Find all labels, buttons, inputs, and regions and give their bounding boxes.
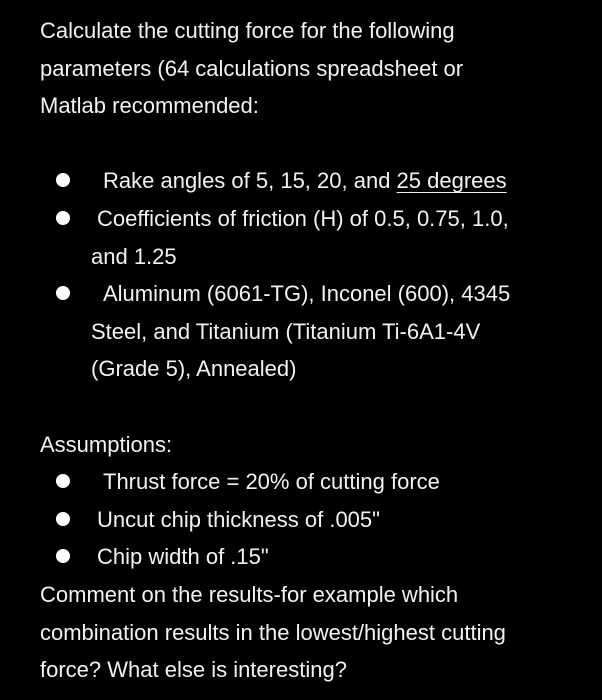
document-page	[0, 12, 602, 689]
blank-line	[0, 125, 602, 163]
list-item-chip-thickness	[0, 501, 561, 539]
intro-line-3: Matlab recommended:	[40, 93, 259, 119]
intro-line-1: Calculate the cutting force for the following	[40, 18, 455, 43]
comment-line-1: Comment on the results-for example which	[40, 581, 459, 607]
bullet-icon	[56, 512, 70, 526]
list-item-thrust-force	[0, 463, 561, 501]
list-item-friction	[0, 200, 561, 275]
assumptions-heading: Assumptions:	[40, 431, 173, 457]
bullet-icon	[56, 211, 70, 225]
rake-angles-text: Rake angles of 5, 15, 20, and	[103, 168, 397, 194]
bullet-icon	[56, 549, 70, 563]
list-item-rake-angles	[0, 162, 561, 200]
list-item-materials	[0, 275, 561, 388]
blank-line	[0, 388, 602, 426]
assumption-text: Chip width of .15"	[97, 544, 269, 570]
comment-paragraph	[40, 576, 570, 689]
assumption-text: Uncut chip thickness of .005"	[97, 506, 380, 532]
intro-line-2: parameters (64 calculations spreadsheet or	[40, 55, 464, 81]
materials-line-3: (Grade 5), Annealed)	[91, 356, 297, 382]
comment-line-3: force? What else is interesting?	[40, 657, 347, 683]
cut-off-text-fragment	[40, 690, 560, 700]
parameter-list	[0, 162, 602, 388]
bullet-icon	[56, 286, 70, 300]
rake-angles-link[interactable]: 25 degrees	[396, 168, 507, 194]
materials-line-2: Steel, and Titanium (Titanium Ti-6A1-4V	[91, 318, 481, 344]
list-item-chip-width	[0, 538, 561, 576]
friction-line-1: Coefficients of friction (H) of 0.5, 0.75, 1.0,	[97, 205, 509, 231]
comment-line-2: combination results in the lowest/highest cutting	[40, 619, 506, 645]
assumption-text: Thrust force = 20% of cutting force	[103, 469, 440, 495]
bullet-icon	[56, 173, 70, 187]
friction-line-2: and 1.25	[91, 243, 177, 269]
materials-line-1: Aluminum (6061-TG), Inconel (600), 4345	[103, 281, 511, 307]
assumptions-list	[0, 463, 602, 576]
intro-paragraph	[40, 12, 570, 125]
bullet-icon	[56, 474, 70, 488]
